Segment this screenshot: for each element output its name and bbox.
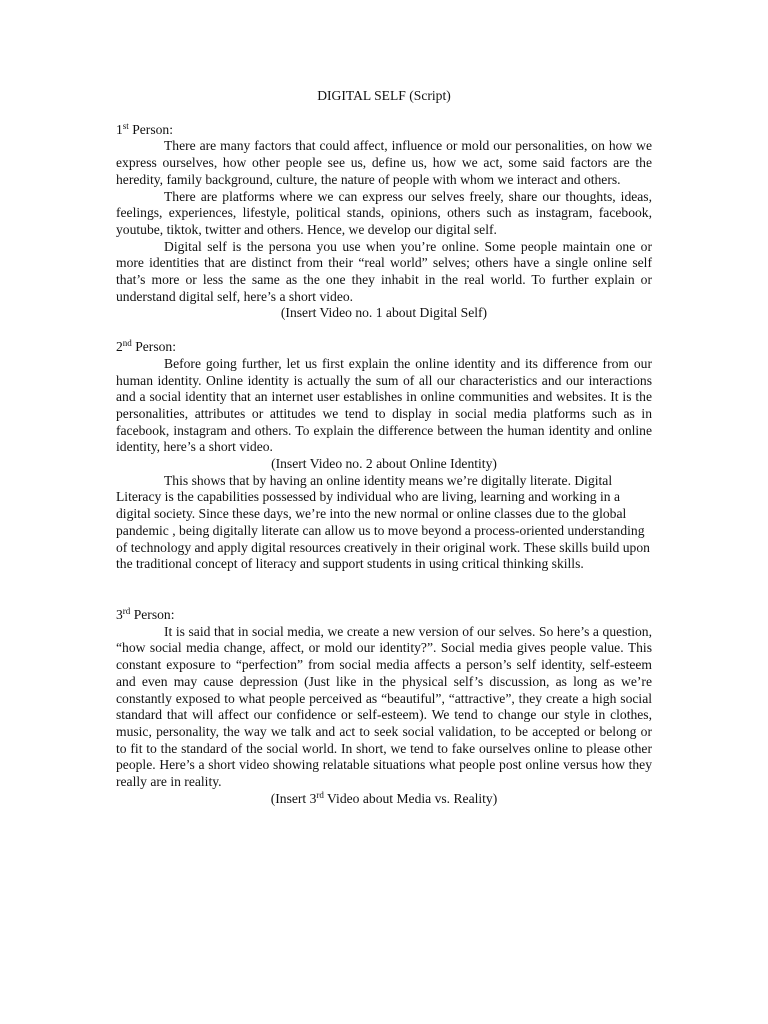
section-1-paragraph-3: Digital self is the persona you use when you’re online. Some people maintain one or more identities that are distinct from their “real world” selves; others have a single online self that’s more or less the same as the one they inhabit in the real world. To further explain or understand digital self, here’s a short video. [116, 238, 652, 304]
section-3-insert-ordinal: rd [316, 789, 324, 800]
section-3-video-insert [116, 791, 652, 808]
spacer [116, 322, 652, 339]
section-2-paragraph-1: Before going further, let us first explain the online identity and its difference from our human identity. Online identity is actually the sum of all our characteristics and our interactions and a social identity that an internet user establishes in online communities and websites. It is the personalities, attributes or attitudes we tend to display in social media platforms such as in facebook, instagram and others. To explain the difference between the human identity and online identity, here’s a short video. [116, 355, 652, 455]
section-3-insert-post: Video about Media vs. Reality) [323, 790, 498, 806]
section-2-paragraph-2: This shows that by having an online identity means we’re digitally literate. Digital Literacy is the capabilities possessed by individual who are living, learning and working in a digital society. Since these days, we’re into the new normal or online classes due to the global pandemic , being digitally literate can allow us to move beyond a process-oriented understanding of technology and apply digital resources creatively in their original work. These skills build upon the traditional concept of literacy and support students in using critical thinking skills. [116, 472, 650, 572]
section-2-video-insert: (Insert Video no. 2 about Online Identity) [271, 456, 497, 472]
spacer [116, 573, 652, 607]
speaker-2-number: 2 [116, 339, 123, 355]
speaker-3-heading [116, 607, 652, 624]
speaker-1-ordinal: st [122, 120, 129, 131]
section-1-paragraph-2: There are platforms where we can express our selves freely, share our thoughts, ideas, feelings, experiences, lifestyle, political stands, opinions, others such as instagram, facebook, youtube, tiktok, twitter and others. Hence, we develop our digital self. [116, 188, 652, 237]
speaker-1-heading [116, 122, 652, 139]
speaker-2-label: Person: [131, 339, 176, 355]
speaker-2-heading [116, 339, 652, 356]
speaker-1-label: Person: [128, 121, 173, 137]
speaker-1-number: 1 [116, 121, 123, 137]
speaker-3-number: 3 [116, 606, 123, 622]
section-1-paragraph-1: There are many factors that could affect, influence or mold our personalities, on how we express ourselves, how other people see us, define us, how we act, some said factors are the heredity, family background, culture, the nature of people with whom we interact and others. [116, 138, 652, 187]
speaker-2-ordinal: nd [122, 338, 132, 349]
speaker-3-ordinal: rd [122, 605, 131, 616]
section-1-video-insert: (Insert Video no. 1 about Digital Self) [280, 305, 488, 321]
section-3-paragraph-1: It is said that in social media, we create a new version of our selves. So here’s a question, “how social media change, affect, or mold our identity?”. Social media gives people value. This constant exposure to “perfection” from social media affects a person’s self identity, self-esteem and even may cause depression (Just like in the physical self’s discussion, as long as we’re constantly exposed to what people perceived as “beautiful”, “attractive”, they create a high social standard that will affect our confidence or self-esteem). We tend to change our style in clothes, music, personality, the way we talk and act to seek social validation, to be accepted or belong or to fit to the standard of the social world. In short, we tend to fake ourselves online to please other people. Here’s a short video showing relatable situations what people post online versus how they really are in reality. [116, 623, 652, 790]
section-3-insert-pre: (Insert 3 [270, 790, 317, 806]
document-title: DIGITAL SELF (Script) [317, 88, 451, 103]
speaker-3-label: Person: [130, 606, 175, 622]
